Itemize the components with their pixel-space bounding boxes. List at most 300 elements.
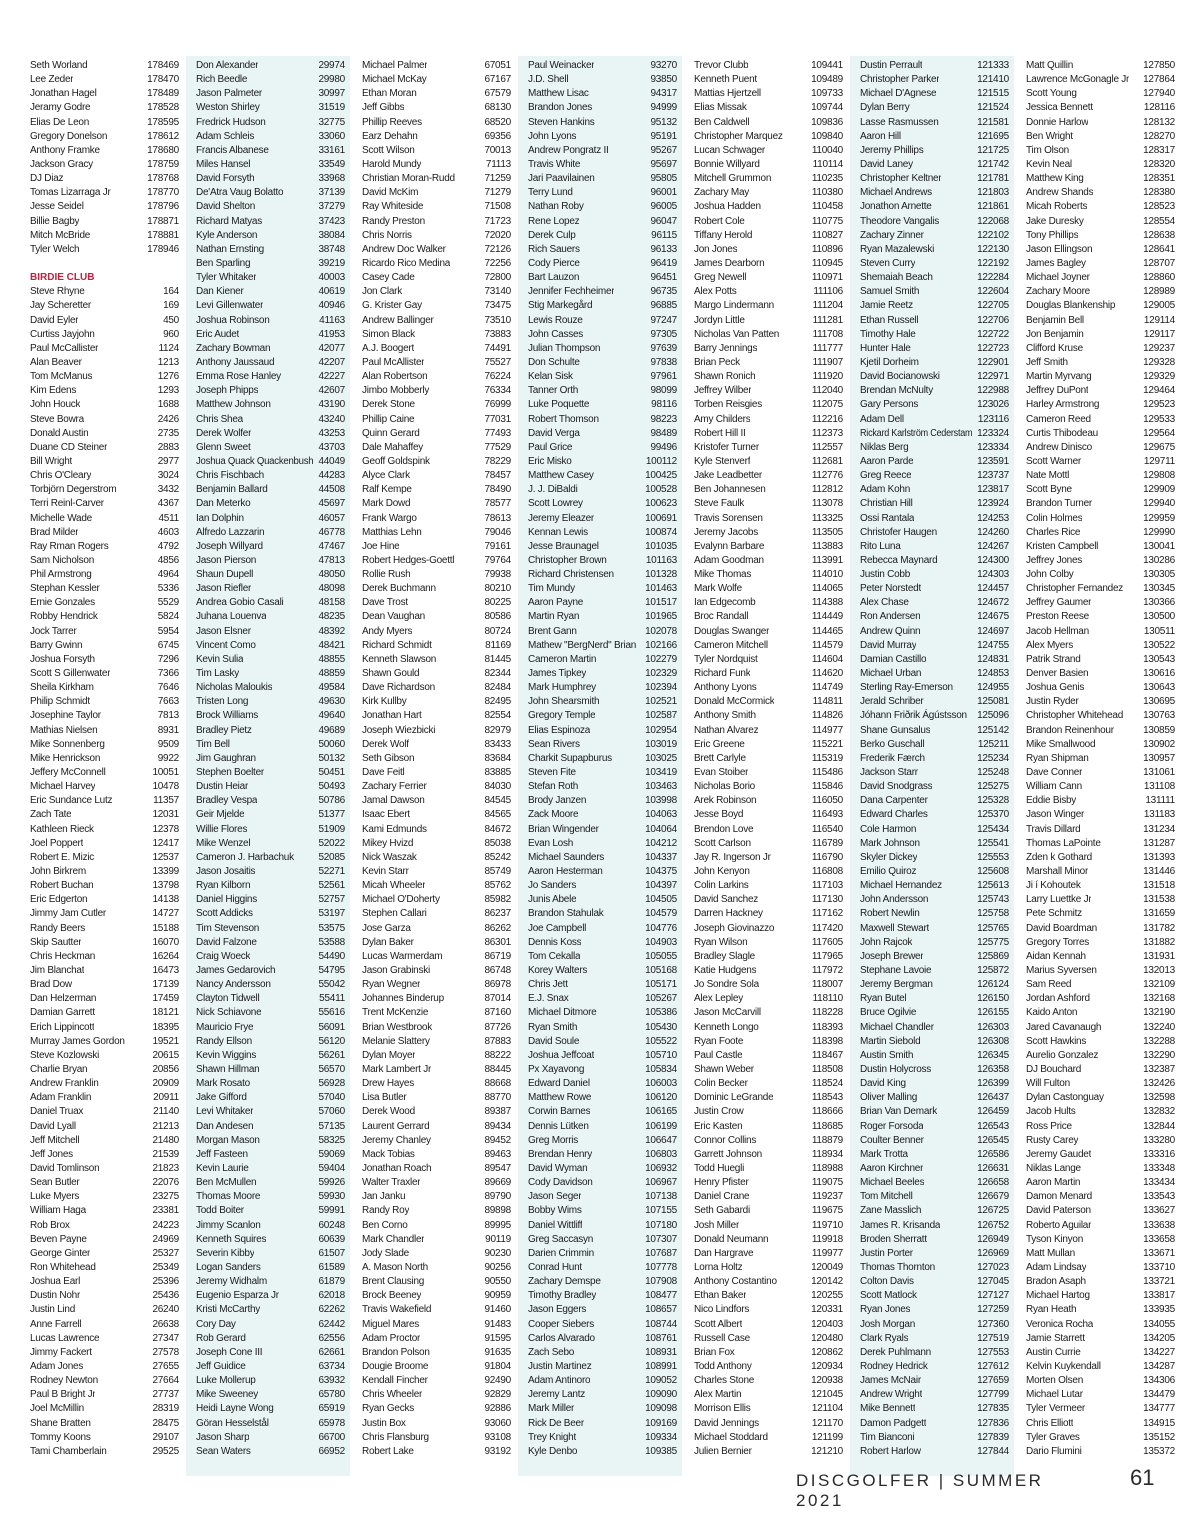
member-entry bbox=[528, 370, 677, 384]
member-entry bbox=[528, 158, 677, 172]
member-entry bbox=[860, 413, 1009, 427]
member-entry bbox=[860, 441, 1009, 455]
member-name: Matt Quillin bbox=[1026, 60, 1074, 71]
member-entry bbox=[362, 1402, 511, 1416]
member-number: 27737 bbox=[152, 1389, 179, 1401]
member-number: 97247 bbox=[650, 314, 677, 326]
member-number: 104505 bbox=[645, 894, 677, 906]
member-name: Mark Trotta bbox=[860, 1148, 908, 1160]
member-entry bbox=[860, 681, 1009, 695]
member-entry bbox=[860, 1417, 1009, 1431]
member-name: Shawn Gould bbox=[362, 668, 420, 680]
member-number: 178759 bbox=[147, 158, 179, 170]
member-number: 87726 bbox=[484, 1021, 511, 1033]
member-number: 49689 bbox=[318, 724, 345, 736]
member-name: Jeremy Lantz bbox=[528, 1389, 586, 1401]
member-entry bbox=[528, 1120, 677, 1134]
member-name: John Houck bbox=[30, 399, 81, 411]
member-name: Dustin Holycross bbox=[860, 1063, 932, 1075]
member-number: 117420 bbox=[811, 922, 843, 934]
member-entry bbox=[528, 978, 677, 992]
member-name: Ray Rman Rogers bbox=[30, 540, 109, 552]
member-number: 95191 bbox=[650, 130, 677, 142]
member-entry bbox=[860, 582, 1009, 596]
member-number: 133671 bbox=[1143, 1247, 1175, 1259]
member-number: 135372 bbox=[1143, 1445, 1175, 1457]
member-name: Broden Sherratt bbox=[860, 1233, 927, 1245]
member-number: 100874 bbox=[645, 526, 677, 538]
member-number: 108991 bbox=[645, 1360, 677, 1372]
member-entry bbox=[528, 1190, 677, 1204]
member-entry bbox=[196, 1134, 345, 1148]
member-number: 127612 bbox=[977, 1360, 1009, 1372]
member-name: Lasse Rasmussen bbox=[860, 116, 939, 128]
member-name: Jeremy Jacobs bbox=[694, 526, 758, 538]
member-name: Jonathon Arnette bbox=[860, 201, 932, 213]
member-name: DJ Diaz bbox=[30, 173, 64, 185]
member-number: 52561 bbox=[318, 880, 345, 892]
member-number: 93192 bbox=[484, 1445, 511, 1457]
member-number: 129990 bbox=[1143, 526, 1175, 538]
member-number: 112040 bbox=[811, 385, 843, 397]
member-name: Julien Bernier bbox=[694, 1445, 752, 1457]
member-entry bbox=[196, 667, 345, 681]
member-name: Randy Ellson bbox=[196, 1035, 252, 1047]
member-name: Aaron Hill bbox=[860, 130, 901, 142]
member-name: Bill Wright bbox=[30, 455, 73, 467]
member-number: 73475 bbox=[484, 300, 511, 312]
member-number: 111281 bbox=[812, 314, 843, 326]
member-name: Kyle Anderson bbox=[196, 229, 258, 241]
member-name: Robert Hill II bbox=[694, 427, 746, 439]
member-name: Conrad Hunt bbox=[528, 1261, 582, 1273]
member-name: Seth Gabardi bbox=[694, 1205, 750, 1217]
member-name: Paul McCallister bbox=[30, 342, 99, 354]
member-name: Donald Neumann bbox=[694, 1233, 769, 1245]
member-name: Jeff Fasteen bbox=[196, 1148, 248, 1160]
member-entry bbox=[1026, 639, 1175, 653]
member-number: 2883 bbox=[157, 441, 179, 453]
member-number: 21823 bbox=[152, 1162, 179, 1174]
member-entry bbox=[528, 1006, 677, 1020]
member-number: 126437 bbox=[977, 1092, 1009, 1104]
member-entry bbox=[694, 964, 843, 978]
member-number: 79046 bbox=[484, 526, 511, 538]
member-name: Matthew King bbox=[1026, 173, 1084, 185]
member-number: 118467 bbox=[811, 1049, 843, 1061]
member-number: 28319 bbox=[152, 1403, 179, 1415]
member-number: 97961 bbox=[650, 371, 677, 383]
member-entry bbox=[362, 851, 511, 865]
member-entry bbox=[30, 766, 179, 780]
member-number: 59404 bbox=[318, 1162, 345, 1174]
member-name: Kevin Starr bbox=[362, 866, 409, 878]
member-number: 3432 bbox=[157, 484, 179, 496]
member-name: Adam Proctor bbox=[362, 1332, 421, 1344]
member-number: 133721 bbox=[1143, 1276, 1175, 1288]
member-number: 132013 bbox=[1143, 965, 1175, 976]
member-name: Jimmy Jam Cutler bbox=[30, 908, 107, 920]
member-number: 84030 bbox=[484, 781, 511, 793]
member-name: Cody Davidson bbox=[528, 1177, 593, 1189]
member-name: David Laney bbox=[860, 158, 913, 170]
member-number: 109489 bbox=[811, 74, 843, 86]
member-entry bbox=[30, 610, 179, 624]
member-entry bbox=[1026, 625, 1175, 639]
member-name: Bradon Asaph bbox=[1026, 1276, 1086, 1288]
member-entry bbox=[30, 1063, 179, 1077]
member-name: James Dearborn bbox=[694, 257, 765, 269]
member-name: Zack Moore bbox=[528, 809, 579, 821]
member-entry bbox=[1026, 314, 1175, 328]
member-name: Emma Rose Hanley bbox=[196, 371, 281, 383]
member-entry bbox=[1026, 215, 1175, 229]
member-name: Korey Walters bbox=[528, 965, 588, 976]
member-entry bbox=[30, 229, 179, 243]
member-number: 1124 bbox=[158, 342, 179, 354]
member-number: 123324 bbox=[977, 427, 1009, 439]
member-number: 114826 bbox=[811, 710, 843, 722]
member-entry bbox=[860, 1162, 1009, 1176]
member-entry bbox=[528, 384, 677, 398]
member-name: Shawn Weber bbox=[694, 1063, 754, 1075]
member-entry bbox=[362, 483, 511, 497]
member-name: Broc Randall bbox=[694, 611, 749, 623]
member-name: Tommy Koons bbox=[30, 1431, 91, 1443]
member-entry bbox=[528, 724, 677, 738]
member-entry bbox=[362, 441, 511, 455]
member-entry bbox=[1026, 823, 1175, 837]
member-entry bbox=[528, 837, 677, 851]
member-entry bbox=[30, 384, 179, 398]
member-number: 127864 bbox=[1143, 74, 1175, 86]
member-entry bbox=[30, 992, 179, 1006]
member-number: 5336 bbox=[157, 583, 179, 595]
member-number: 117162 bbox=[811, 908, 843, 920]
member-number: 122068 bbox=[977, 215, 1009, 227]
member-number: 104903 bbox=[645, 936, 677, 948]
member-number: 116540 bbox=[811, 823, 843, 835]
member-number: 118543 bbox=[811, 1092, 843, 1104]
member-name: Jason Sharp bbox=[196, 1431, 250, 1443]
member-name: Craig Woeck bbox=[196, 950, 251, 962]
member-entry bbox=[30, 1204, 179, 1218]
member-name: David Bocianowski bbox=[860, 371, 940, 383]
member-number: 59926 bbox=[318, 1177, 345, 1189]
member-name: Jeffrey Gaumer bbox=[1026, 597, 1092, 609]
member-number: 90119 bbox=[485, 1233, 511, 1245]
member-name: Randy Preston bbox=[362, 215, 425, 227]
member-entry bbox=[694, 922, 843, 936]
member-entry bbox=[860, 823, 1009, 837]
member-entry bbox=[30, 653, 179, 667]
member-entry bbox=[694, 1049, 843, 1063]
member-name: Randy Roy bbox=[362, 1205, 410, 1217]
member-entry bbox=[860, 865, 1009, 879]
member-name: Trevor Clubb bbox=[694, 60, 749, 71]
member-number: 129564 bbox=[1143, 427, 1175, 439]
member-number: 124697 bbox=[977, 625, 1009, 637]
member-name: Brett Carlyle bbox=[694, 752, 746, 764]
member-entry bbox=[196, 1233, 345, 1247]
member-entry bbox=[362, 738, 511, 752]
member-number: 44508 bbox=[318, 484, 345, 496]
member-name: Michael D'Agnese bbox=[860, 88, 937, 100]
member-number: 124831 bbox=[977, 653, 1009, 665]
member-name: Cameron Martin bbox=[528, 653, 597, 665]
member-entry bbox=[694, 695, 843, 709]
member-entry bbox=[362, 1247, 511, 1261]
member-entry bbox=[30, 865, 179, 879]
member-entry bbox=[1026, 964, 1175, 978]
member-name: Chris Flansburg bbox=[362, 1431, 429, 1443]
member-name: Matthew Lisac bbox=[528, 88, 589, 100]
member-entry bbox=[362, 625, 511, 639]
member-name: Rick De Beer bbox=[528, 1417, 584, 1429]
member-name: Emilio Quiroz bbox=[860, 866, 917, 878]
member-name: Mitchell Grummon bbox=[694, 173, 772, 185]
member-number: 114811 bbox=[812, 696, 843, 708]
member-entry bbox=[362, 596, 511, 610]
member-number: 118934 bbox=[811, 1148, 843, 1160]
member-name: Aaron Kirchner bbox=[860, 1162, 924, 1174]
member-name: Martin Myrvang bbox=[1026, 371, 1092, 383]
member-name: Michael Andrews bbox=[860, 187, 932, 199]
member-name: Chris Heckman bbox=[30, 950, 96, 962]
member-entry bbox=[1026, 116, 1175, 130]
member-number: 112557 bbox=[811, 441, 843, 453]
member-name: Drew Hayes bbox=[362, 1078, 414, 1090]
member-number: 105171 bbox=[645, 979, 677, 991]
member-entry bbox=[362, 1219, 511, 1233]
member-entry bbox=[528, 794, 677, 808]
member-name: Brian Fox bbox=[694, 1346, 735, 1358]
member-entry bbox=[860, 469, 1009, 483]
member-entry bbox=[1026, 1204, 1175, 1218]
member-entry bbox=[30, 469, 179, 483]
member-name: Jari Paavilainen bbox=[528, 173, 595, 185]
member-entry bbox=[860, 851, 1009, 865]
member-entry bbox=[196, 893, 345, 907]
member-number: 100623 bbox=[645, 498, 677, 510]
member-name: Connor Collins bbox=[694, 1134, 757, 1146]
member-name: Isaac Ebert bbox=[362, 809, 410, 821]
member-number: 178796 bbox=[147, 201, 179, 213]
member-name: Elias Espinoza bbox=[528, 724, 591, 736]
member-name: Zachary Moore bbox=[1026, 286, 1090, 298]
member-entry bbox=[196, 512, 345, 526]
member-name: Greg Morris bbox=[528, 1134, 579, 1146]
member-entry bbox=[860, 526, 1009, 540]
member-entry bbox=[528, 271, 677, 285]
member-name: Jesse Boyd bbox=[694, 809, 744, 821]
member-name: Bonnie Willyard bbox=[694, 158, 760, 170]
member-number: 49630 bbox=[318, 696, 345, 708]
member-name: Lucan Schwager bbox=[694, 144, 765, 156]
member-name: Dylan Castonguay bbox=[1026, 1092, 1104, 1104]
member-name: Damian Garrett bbox=[30, 1007, 95, 1019]
member-entry bbox=[528, 130, 677, 144]
member-name: Andrea Gobio Casali bbox=[196, 597, 284, 609]
member-name: James Gedarovich bbox=[196, 965, 276, 976]
member-number: 7813 bbox=[157, 710, 179, 722]
member-name: Tom Cekalla bbox=[528, 950, 581, 962]
member-entry bbox=[30, 441, 179, 455]
member-entry bbox=[30, 1134, 179, 1148]
member-number: 106199 bbox=[645, 1120, 677, 1132]
member-name: Kaido Anton bbox=[1026, 1007, 1078, 1019]
member-number: 125758 bbox=[977, 908, 1009, 920]
member-entry bbox=[362, 540, 511, 554]
member-number: 86301 bbox=[484, 936, 511, 948]
member-name: Joel McMillin bbox=[30, 1403, 84, 1415]
member-entry bbox=[30, 568, 179, 582]
member-name: David Murray bbox=[860, 639, 917, 651]
member-number: 130500 bbox=[1143, 611, 1175, 623]
member-number: 121581 bbox=[977, 116, 1009, 128]
member-name: Stephen Callari bbox=[362, 908, 427, 920]
member-entry bbox=[1026, 1388, 1175, 1402]
member-name: Jared Cavanaugh bbox=[1026, 1021, 1102, 1033]
member-name: Heidi Layne Wong bbox=[196, 1403, 274, 1415]
member-entry bbox=[528, 229, 677, 243]
member-entry bbox=[860, 1318, 1009, 1332]
member-number: 103019 bbox=[645, 738, 677, 750]
member-number: 178595 bbox=[147, 116, 179, 128]
member-name: Eric Kasten bbox=[694, 1120, 743, 1132]
member-name: Bradley Vespa bbox=[196, 795, 258, 807]
member-name: Michael Stoddard bbox=[694, 1431, 768, 1443]
member-name: Tim Mundy bbox=[528, 583, 575, 595]
member-number: 53575 bbox=[318, 922, 345, 934]
member-name: Ron Whitehead bbox=[30, 1261, 96, 1273]
member-name: Kristi McCarthy bbox=[196, 1304, 261, 1316]
member-entry bbox=[1026, 1261, 1175, 1275]
member-name: Tim Bell bbox=[196, 738, 230, 750]
member-number: 101517 bbox=[645, 597, 677, 609]
member-name: Earz Dehahn bbox=[362, 130, 418, 142]
member-name: Ethan Russell bbox=[860, 314, 919, 326]
member-name: Jeff Gibbs bbox=[362, 102, 405, 114]
member-entry bbox=[860, 101, 1009, 115]
member-entry bbox=[1026, 695, 1175, 709]
member-entry bbox=[196, 215, 345, 229]
member-entry bbox=[694, 469, 843, 483]
member-number: 85982 bbox=[484, 894, 511, 906]
member-entry bbox=[528, 1417, 677, 1431]
member-number: 126543 bbox=[977, 1120, 1009, 1132]
member-entry bbox=[860, 1105, 1009, 1119]
member-entry bbox=[528, 1176, 677, 1190]
member-name: Steve Kozlowski bbox=[30, 1049, 100, 1061]
member-number: 117972 bbox=[811, 965, 843, 976]
member-number: 127259 bbox=[977, 1304, 1009, 1316]
member-number: 109733 bbox=[811, 88, 843, 100]
member-entry bbox=[196, 1035, 345, 1049]
member-entry bbox=[1026, 653, 1175, 667]
member-entry bbox=[362, 695, 511, 709]
member-name: David McKim bbox=[362, 187, 419, 199]
member-number: 125869 bbox=[977, 950, 1009, 962]
member-number: 132598 bbox=[1143, 1092, 1175, 1104]
member-number: 134205 bbox=[1143, 1332, 1175, 1344]
member-name: Rich Sauers bbox=[528, 243, 580, 255]
member-number: 129533 bbox=[1143, 413, 1175, 425]
member-entry bbox=[694, 427, 843, 441]
member-number: 97639 bbox=[650, 342, 677, 354]
member-entry bbox=[196, 271, 345, 285]
member-name: Berko Guschall bbox=[860, 738, 925, 750]
member-name: Beven Payne bbox=[30, 1233, 87, 1245]
member-entry bbox=[694, 893, 843, 907]
member-name: Dustin Perrault bbox=[860, 60, 923, 71]
member-name: Brandon Polson bbox=[362, 1346, 430, 1358]
member-entry bbox=[860, 1388, 1009, 1402]
member-name: Robert Cole bbox=[694, 215, 745, 227]
member-entry bbox=[860, 158, 1009, 172]
member-name: Justin Cobb bbox=[860, 569, 911, 581]
member-name: Joseph Brewer bbox=[860, 950, 924, 962]
member-entry bbox=[30, 808, 179, 822]
member-entry bbox=[30, 724, 179, 738]
member-number: 104337 bbox=[645, 851, 677, 863]
member-entry bbox=[1026, 1006, 1175, 1020]
member-name: Göran Hesselstål bbox=[196, 1417, 269, 1429]
member-number: 124300 bbox=[977, 554, 1009, 566]
member-number: 24969 bbox=[152, 1233, 179, 1245]
member-name: Jock Tarrer bbox=[30, 625, 77, 637]
member-name: Tyler Whitaker bbox=[196, 272, 257, 284]
member-number: 102329 bbox=[645, 668, 677, 680]
member-number: 111204 bbox=[812, 300, 843, 312]
member-entry bbox=[196, 695, 345, 709]
member-number: 27347 bbox=[152, 1332, 179, 1344]
member-entry bbox=[694, 1247, 843, 1261]
member-name: Jamie Starrett bbox=[1026, 1332, 1085, 1344]
member-number: 130695 bbox=[1143, 696, 1175, 708]
member-name: Matthew Johnson bbox=[196, 399, 271, 411]
member-name: Nancy Andersson bbox=[196, 979, 271, 991]
member-entry bbox=[694, 73, 843, 87]
member-number: 85749 bbox=[484, 866, 511, 878]
member-entry bbox=[30, 497, 179, 511]
member-entry bbox=[30, 398, 179, 412]
member-number: 128641 bbox=[1143, 243, 1175, 255]
member-name: Tyler Nordquist bbox=[694, 653, 758, 665]
member-number: 19521 bbox=[152, 1035, 179, 1047]
member-name: Ryan Jones bbox=[860, 1304, 911, 1316]
member-name: Scott Matlock bbox=[860, 1290, 917, 1302]
member-number: 37279 bbox=[318, 201, 345, 213]
member-entry bbox=[196, 384, 345, 398]
member-name: Justin Ryder bbox=[1026, 696, 1079, 708]
member-entry bbox=[694, 1431, 843, 1445]
member-name: Jimbo Mobberly bbox=[362, 385, 430, 397]
member-entry bbox=[1026, 738, 1175, 752]
member-name: Jason Seger bbox=[528, 1191, 582, 1203]
member-number: 56928 bbox=[318, 1078, 345, 1090]
member-number: 2735 bbox=[157, 427, 179, 439]
member-entry bbox=[362, 766, 511, 780]
member-name: Will Fulton bbox=[1026, 1078, 1070, 1090]
member-number: 47813 bbox=[318, 554, 345, 566]
member-number: 134306 bbox=[1143, 1375, 1175, 1387]
member-number: 125608 bbox=[977, 866, 1009, 878]
member-entry bbox=[30, 172, 179, 186]
member-name: Colin Becker bbox=[694, 1078, 748, 1090]
member-entry bbox=[528, 469, 677, 483]
member-number: 89669 bbox=[484, 1177, 511, 1189]
